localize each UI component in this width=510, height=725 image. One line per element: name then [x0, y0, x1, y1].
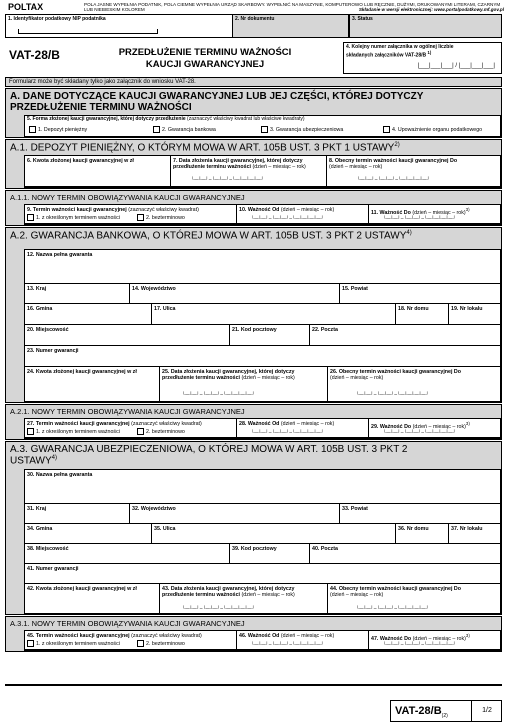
field-14-label: 14. Województwo — [132, 286, 176, 292]
field-7[interactable] — [171, 156, 327, 187]
field-16[interactable] — [25, 304, 152, 325]
field-29-footnote: 3) — [465, 421, 470, 426]
section-a2-fields — [24, 249, 501, 402]
section-a31-title: A.3.1. NOWY TERMIN OBOWIĄZYWANIA KAUCJI GWARANCYJNEJ — [10, 619, 245, 628]
date-slots: └─┴─┘–└─┴─┘–└─┴─┴─┴─┘ — [251, 430, 324, 436]
field-7-label — [173, 158, 324, 170]
field-9-name: 9. Termin ważności kaucji gwarancyjnej — [27, 207, 127, 213]
field-46-hint: (dzień – miesiąc – rok) — [280, 633, 335, 639]
field-28-label — [239, 421, 366, 427]
field-15[interactable] — [340, 284, 501, 304]
field-38-label: 38. Miejscowość — [27, 546, 69, 552]
field-26-label — [330, 369, 499, 381]
field-11-footnote: 3) — [465, 207, 470, 212]
option-label: 2. bezterminowo — [146, 428, 185, 435]
field-9-label — [27, 207, 234, 213]
attachment-number-field[interactable] — [343, 42, 502, 74]
field-24-label: 24. Kwota złożonej kaucji gwarancyjnej w zł — [27, 369, 137, 375]
online-filing-note: Składanie w wersji elektronicznej: www.portalpodatkowy.mf.gov.pl — [358, 7, 504, 13]
section-a31-fields — [24, 630, 501, 651]
field-18[interactable] — [396, 304, 449, 325]
field-39[interactable] — [230, 544, 310, 564]
field-44-hint: (dzień – miesiąc – rok) — [330, 592, 384, 599]
field-28[interactable] — [237, 419, 369, 438]
note-text: Formularz może być składany tylko jako załącznik do wniosku VAT-28. — [9, 79, 196, 85]
section-a3-title-text: A.3. GWARANCJA UBEZPIECZENIOWA, O KTÓREJ MOWA W ART. 105B UST. 3 PKT 2 USTAWY — [10, 444, 408, 467]
field-16-label: 16. Gmina — [27, 306, 53, 312]
field-47-footnote: 3) — [465, 633, 470, 638]
section-a21-title: A.2.1. NOWY TERMIN OBOWIĄZYWANIA KAUCJI GWARANCYJNEJ — [10, 407, 245, 416]
field-27-hint: (zaznaczyć właściwy kwadrat) — [131, 421, 202, 427]
date-slots: └─┴─┘–└─┴─┘–└─┴─┴─┴─┘ — [251, 216, 324, 222]
field-25-hint: (dzień – miesiąc – rok) — [241, 375, 295, 382]
field-47-name: 47. Ważność Do — [371, 635, 412, 642]
option-label: 1. Depozyt pieniężny — [38, 126, 88, 133]
section-a21-fields — [24, 418, 501, 439]
footer-rule — [5, 684, 502, 686]
note-bar — [5, 77, 502, 87]
option-fixed-term[interactable] — [27, 428, 120, 435]
field-17[interactable] — [152, 304, 396, 325]
section-a1-footnote: 2) — [394, 142, 400, 148]
section-a11 — [5, 190, 502, 226]
field-45-hint: (zaznaczyć właściwy kwadrat) — [131, 633, 202, 639]
field-42[interactable] — [25, 584, 160, 613]
checkbox-icon[interactable] — [153, 126, 160, 133]
option-cash-deposit[interactable] — [29, 126, 87, 133]
option-label: 2. bezterminowo — [146, 640, 185, 647]
field-37[interactable] — [449, 524, 501, 544]
field-20[interactable] — [25, 325, 230, 346]
field-11[interactable] — [369, 205, 501, 224]
field-41[interactable] — [25, 564, 501, 584]
field-47-label — [371, 633, 499, 642]
date-slots: └─┴─┘–└─┴─┘–└─┴─┴─┴─┘ — [383, 216, 456, 222]
checkbox-icon[interactable] — [27, 428, 34, 435]
field-11-label — [371, 207, 499, 216]
field-15-label: 15. Powiat — [342, 286, 368, 292]
option-label: 2. Gwarancja bankowa — [162, 126, 216, 133]
option-fixed-term[interactable] — [27, 214, 120, 221]
field-40[interactable] — [310, 544, 501, 564]
field-47[interactable] — [369, 631, 501, 650]
field-36[interactable] — [396, 524, 449, 544]
section-a1-fields — [24, 155, 501, 188]
option-tax-authority[interactable] — [383, 126, 482, 133]
field-20-label: 20. Miejscowość — [27, 327, 69, 333]
field-33[interactable] — [340, 504, 501, 524]
section-a3-footnote: 4) — [51, 455, 58, 461]
checkbox-icon[interactable] — [27, 214, 34, 221]
field-7-name: 7. Data złożenia kaucji gwarancyjnej, której dotyczy przedłużenie terminu ważności — [173, 158, 303, 171]
field-7-hint: (dzień – miesiąc – rok) — [252, 164, 306, 171]
field-28-name: 28. Ważność Od — [239, 421, 280, 427]
field-42-label: 42. Kwota złożonej kaucji gwarancyjnej w zł — [27, 586, 137, 592]
field-34-label: 34. Gmina — [27, 526, 53, 532]
section-a2-title-text: A.2. GWARANCJA BANKOWA, O KTÓREJ MOWA W ART. 105B UST. 3 PKT 2 USTAWY — [10, 230, 407, 242]
date-slots: └─┴─┘–└─┴─┘–└─┴─┴─┴─┘ — [383, 430, 456, 436]
field-21-label: 21. Kod pocztowy — [232, 327, 277, 333]
date-slots: └─┴─┘–└─┴─┘–└─┴─┴─┴─┘ — [182, 606, 255, 612]
attachment-footnote: 1) — [427, 49, 432, 55]
field-10-hint: (dzień – miesiąc – rok) — [280, 207, 335, 213]
field-25-name: 25. Data złożenia kaucji gwarancyjnej, której dotyczy przedłużenie terminu ważności — [162, 369, 295, 382]
date-slots: └─┴─┘–└─┴─┘–└─┴─┴─┴─┘ — [191, 177, 264, 183]
field-44-name: 44. Obecny termin ważności kaucji gwarancyjnej Do — [330, 586, 461, 592]
field-14[interactable] — [130, 284, 340, 304]
field-31-label: 31. Kraj — [27, 506, 47, 512]
field-9-hint: (zaznaczyć właściwy kwadrat) — [128, 207, 199, 213]
field-26-name: 26. Obecny termin ważności kaucji gwarancyjnej Do — [330, 369, 461, 375]
field-36-label: 36. Nr domu — [398, 526, 429, 532]
field-43-name: 43. Data złożenia kaucji gwarancyjnej, której dotyczy przedłużenie terminu ważności — [162, 586, 295, 599]
field-11-name: 11. Ważność Do — [371, 209, 411, 216]
date-slots: └─┴─┘–└─┴─┘–└─┴─┴─┴─┘ — [356, 606, 429, 612]
field-26-hint: (dzień – miesiąc – rok) — [330, 375, 384, 382]
field-29-hint: (dzień – miesiąc – rok) — [412, 423, 466, 430]
field-30[interactable] — [25, 470, 501, 504]
section-a11-title: A.1.1. NOWY TERMIN OBOWIĄZYWANIA KAUCJI GWARANCYJNEJ — [10, 193, 245, 202]
field-12[interactable] — [25, 250, 501, 284]
section-a2 — [5, 227, 502, 403]
section-a1-title — [6, 140, 501, 155]
field-33-label: 33. Powiat — [342, 506, 368, 512]
fill-notice-text: POLA JASNE WYPEŁNIA PODATNIK, POLA CIEMNE WYPEŁNIA URZĄD SKARBOWY. WYPEŁNIĆ NA MASZYNIE, KOMPUTEROWO LUB RĘCZNIE, DUŻYMI, DRUKOWANYMI LITERAMI, CZARNYM LUB NIEBIESKIM KOLOREM — [84, 2, 501, 13]
attachment-number-label — [344, 43, 484, 61]
footer-code-text: VAT-28/B — [395, 705, 442, 717]
field-22[interactable] — [310, 325, 501, 346]
field-13-label: 13. Kraj — [27, 286, 47, 292]
checkbox-icon[interactable] — [383, 126, 390, 133]
field-46-label — [239, 633, 366, 639]
checkbox-icon[interactable] — [27, 640, 34, 647]
field-5-label — [25, 116, 500, 124]
section-a31 — [5, 616, 502, 652]
field-9 — [25, 205, 237, 224]
field-44-label — [330, 586, 499, 598]
field-19[interactable] — [449, 304, 501, 325]
field-25[interactable] — [160, 367, 328, 401]
field-39-label: 39. Kod pocztowy — [232, 546, 277, 552]
section-a — [5, 88, 502, 138]
field-32[interactable] — [130, 504, 340, 524]
field-35-label: 35. Ulica — [154, 526, 176, 532]
field-45 — [25, 631, 237, 650]
checkbox-icon[interactable] — [137, 428, 144, 435]
field-27-label — [27, 421, 234, 427]
field-10[interactable] — [237, 205, 369, 224]
field-22-label: 22. Poczta — [312, 327, 338, 333]
field-27-name: 27. Termin ważności kaucji gwarancyjnej — [27, 421, 130, 427]
checkbox-icon[interactable] — [137, 214, 144, 221]
field-43-hint: (dzień – miesiąc – rok) — [241, 592, 295, 599]
field-27 — [25, 419, 237, 438]
section-a2-title — [6, 228, 501, 243]
field-8[interactable] — [327, 156, 501, 187]
section-a3-fields — [24, 469, 501, 614]
option-bank-guarantee[interactable] — [153, 126, 216, 133]
status-field — [349, 14, 502, 38]
field-26[interactable] — [328, 367, 501, 401]
footer-badge — [390, 700, 502, 722]
footer-form-code — [395, 705, 448, 719]
section-a1-title-text: A.1. DEPOZYT PIENIĘŻNY, O KTÓRYM MOWA W ART. 105B UST. 3 PKT 1 USTAWY — [10, 142, 395, 154]
section-a11-fields — [24, 204, 501, 225]
section-a3 — [5, 441, 502, 615]
field-30-label: 30. Nazwa pełna gwaranta — [27, 472, 93, 478]
date-slots: └─┴─┘–└─┴─┘–└─┴─┴─┴─┘ — [182, 392, 255, 398]
option-label: 1. z określonym terminem ważności — [36, 214, 120, 221]
section-a-title: A. DANE DOTYCZĄCE KAUCJI GWARANCYJNEJ LUB JEJ CZĘŚCI, KTÓREJ DOTYCZY PRZEDŁUŻENIE TERMINU WAŻNOŚCI — [10, 91, 424, 113]
field-6[interactable] — [25, 156, 171, 187]
field-44[interactable] — [328, 584, 501, 613]
option-label: 1. z określonym terminem ważności — [36, 640, 120, 647]
document-number-field — [232, 14, 349, 38]
option-indefinite[interactable] — [137, 214, 185, 221]
field-5-name: 5. Forma złożonej kaucji gwarancyjnej, której dotyczy przedłużenie — [27, 116, 186, 122]
attachment-number-text: 4. Kolejny numer załącznika w ogólnej liczbie składanych załączników VAT-28/B — [346, 44, 454, 59]
field-21[interactable] — [230, 325, 310, 346]
option-fixed-term[interactable] — [27, 640, 120, 647]
field-19-label: 19. Nr lokalu — [451, 306, 483, 312]
section-a1 — [5, 139, 502, 189]
option-label: 4. Upoważnienie organu podatkowego — [392, 126, 483, 133]
field-5-hint: (zaznaczyć właściwy kwadrat lub właściwe kwadraty) — [187, 116, 305, 122]
option-indefinite[interactable] — [137, 428, 185, 435]
option-indefinite[interactable] — [137, 640, 185, 647]
section-a2-footnote: 4) — [406, 230, 412, 236]
attachment-number-slots: |___|___|___| / |___|___|___| — [417, 63, 495, 70]
nip-field[interactable] — [5, 14, 232, 38]
section-a3-title — [6, 442, 426, 468]
fill-notice — [84, 2, 504, 13]
nip-label: 1. Identyfikator podatkowy NIP podatnika — [8, 16, 106, 22]
option-label: 1. z określonym terminem ważności — [36, 428, 120, 435]
status-label: 3. Status — [352, 16, 373, 22]
field-28-hint: (dzień – miesiąc – rok) — [280, 421, 335, 427]
field-18-label: 18. Nr domu — [398, 306, 429, 312]
field-10-label — [239, 207, 366, 213]
footer-version: (2) — [441, 713, 448, 720]
option-insurance-guarantee[interactable] — [261, 126, 343, 133]
field-34[interactable] — [25, 524, 152, 544]
field-11-hint: (dzień – miesiąc – rok) — [412, 209, 466, 216]
field-37-label: 37. Nr lokalu — [451, 526, 483, 532]
field-17-label: 17. Ulica — [154, 306, 176, 312]
field-29-name: 29. Ważność Do — [371, 423, 412, 430]
date-slots: └─┴─┘–└─┴─┘–└─┴─┴─┴─┘ — [251, 642, 324, 648]
date-slots: └─┴─┘–└─┴─┘–└─┴─┴─┴─┘ — [357, 177, 430, 183]
field-32-label: 32. Województwo — [132, 506, 176, 512]
field-8-label — [329, 158, 499, 170]
field-43[interactable] — [160, 584, 328, 613]
field-12-label: 12. Nazwa pełna gwaranta — [27, 252, 93, 258]
field-13[interactable] — [25, 284, 130, 304]
document-number-label: 2. Nr dokumentu — [235, 16, 275, 22]
field-46[interactable] — [237, 631, 369, 650]
field-5 — [24, 115, 501, 137]
field-10-name: 10. Ważność Od — [239, 207, 280, 213]
date-slots: └─┴─┘–└─┴─┘–└─┴─┴─┴─┘ — [383, 642, 456, 648]
option-label: 3. Gwarancja ubezpieczeniowa — [270, 126, 344, 133]
field-23[interactable] — [25, 346, 501, 367]
checkbox-icon[interactable] — [29, 126, 36, 133]
section-a21 — [5, 404, 502, 440]
field-45-label — [27, 633, 234, 639]
field-29[interactable] — [369, 419, 501, 438]
field-43-label — [162, 586, 325, 598]
checkbox-icon[interactable] — [137, 640, 144, 647]
field-41-label: 41. Numer gwarancji — [27, 566, 79, 572]
option-label: 2. bezterminowo — [146, 214, 185, 221]
field-24[interactable] — [25, 367, 160, 401]
checkbox-icon[interactable] — [261, 126, 268, 133]
field-23-label: 23. Numer gwarancji — [27, 348, 79, 354]
field-8-hint: (dzień – miesiąc – rok) — [329, 164, 383, 171]
field-6-label: 6. Kwota złożonej kaucji gwarancyjnej w zł — [27, 158, 134, 164]
date-slots: └─┴─┘–└─┴─┘–└─┴─┴─┴─┘ — [356, 392, 429, 398]
field-29-label — [371, 421, 499, 430]
field-8-name: 8. Obecny termin ważności kaucji gwarancyjnej Do — [329, 158, 458, 164]
field-25-label — [162, 369, 325, 381]
form-title: PRZEDŁUŻENIE TERMINU WAŻNOŚCI KAUCJI GWARANCYJNEJ — [118, 47, 292, 71]
brand: POLTAX — [8, 2, 44, 12]
field-47-hint: (dzień – miesiąc – rok) — [412, 635, 466, 642]
form-code: VAT-28/B — [9, 48, 60, 62]
field-38[interactable] — [25, 544, 230, 564]
page-number: 1/2 — [471, 701, 502, 721]
nip-comb — [18, 29, 158, 34]
field-45-name: 45. Termin ważności kaucji gwarancyjnej — [27, 633, 130, 639]
field-31[interactable] — [25, 504, 130, 524]
field-40-label: 40. Poczta — [312, 546, 338, 552]
field-35[interactable] — [152, 524, 396, 544]
field-46-name: 46. Ważność Od — [239, 633, 280, 639]
